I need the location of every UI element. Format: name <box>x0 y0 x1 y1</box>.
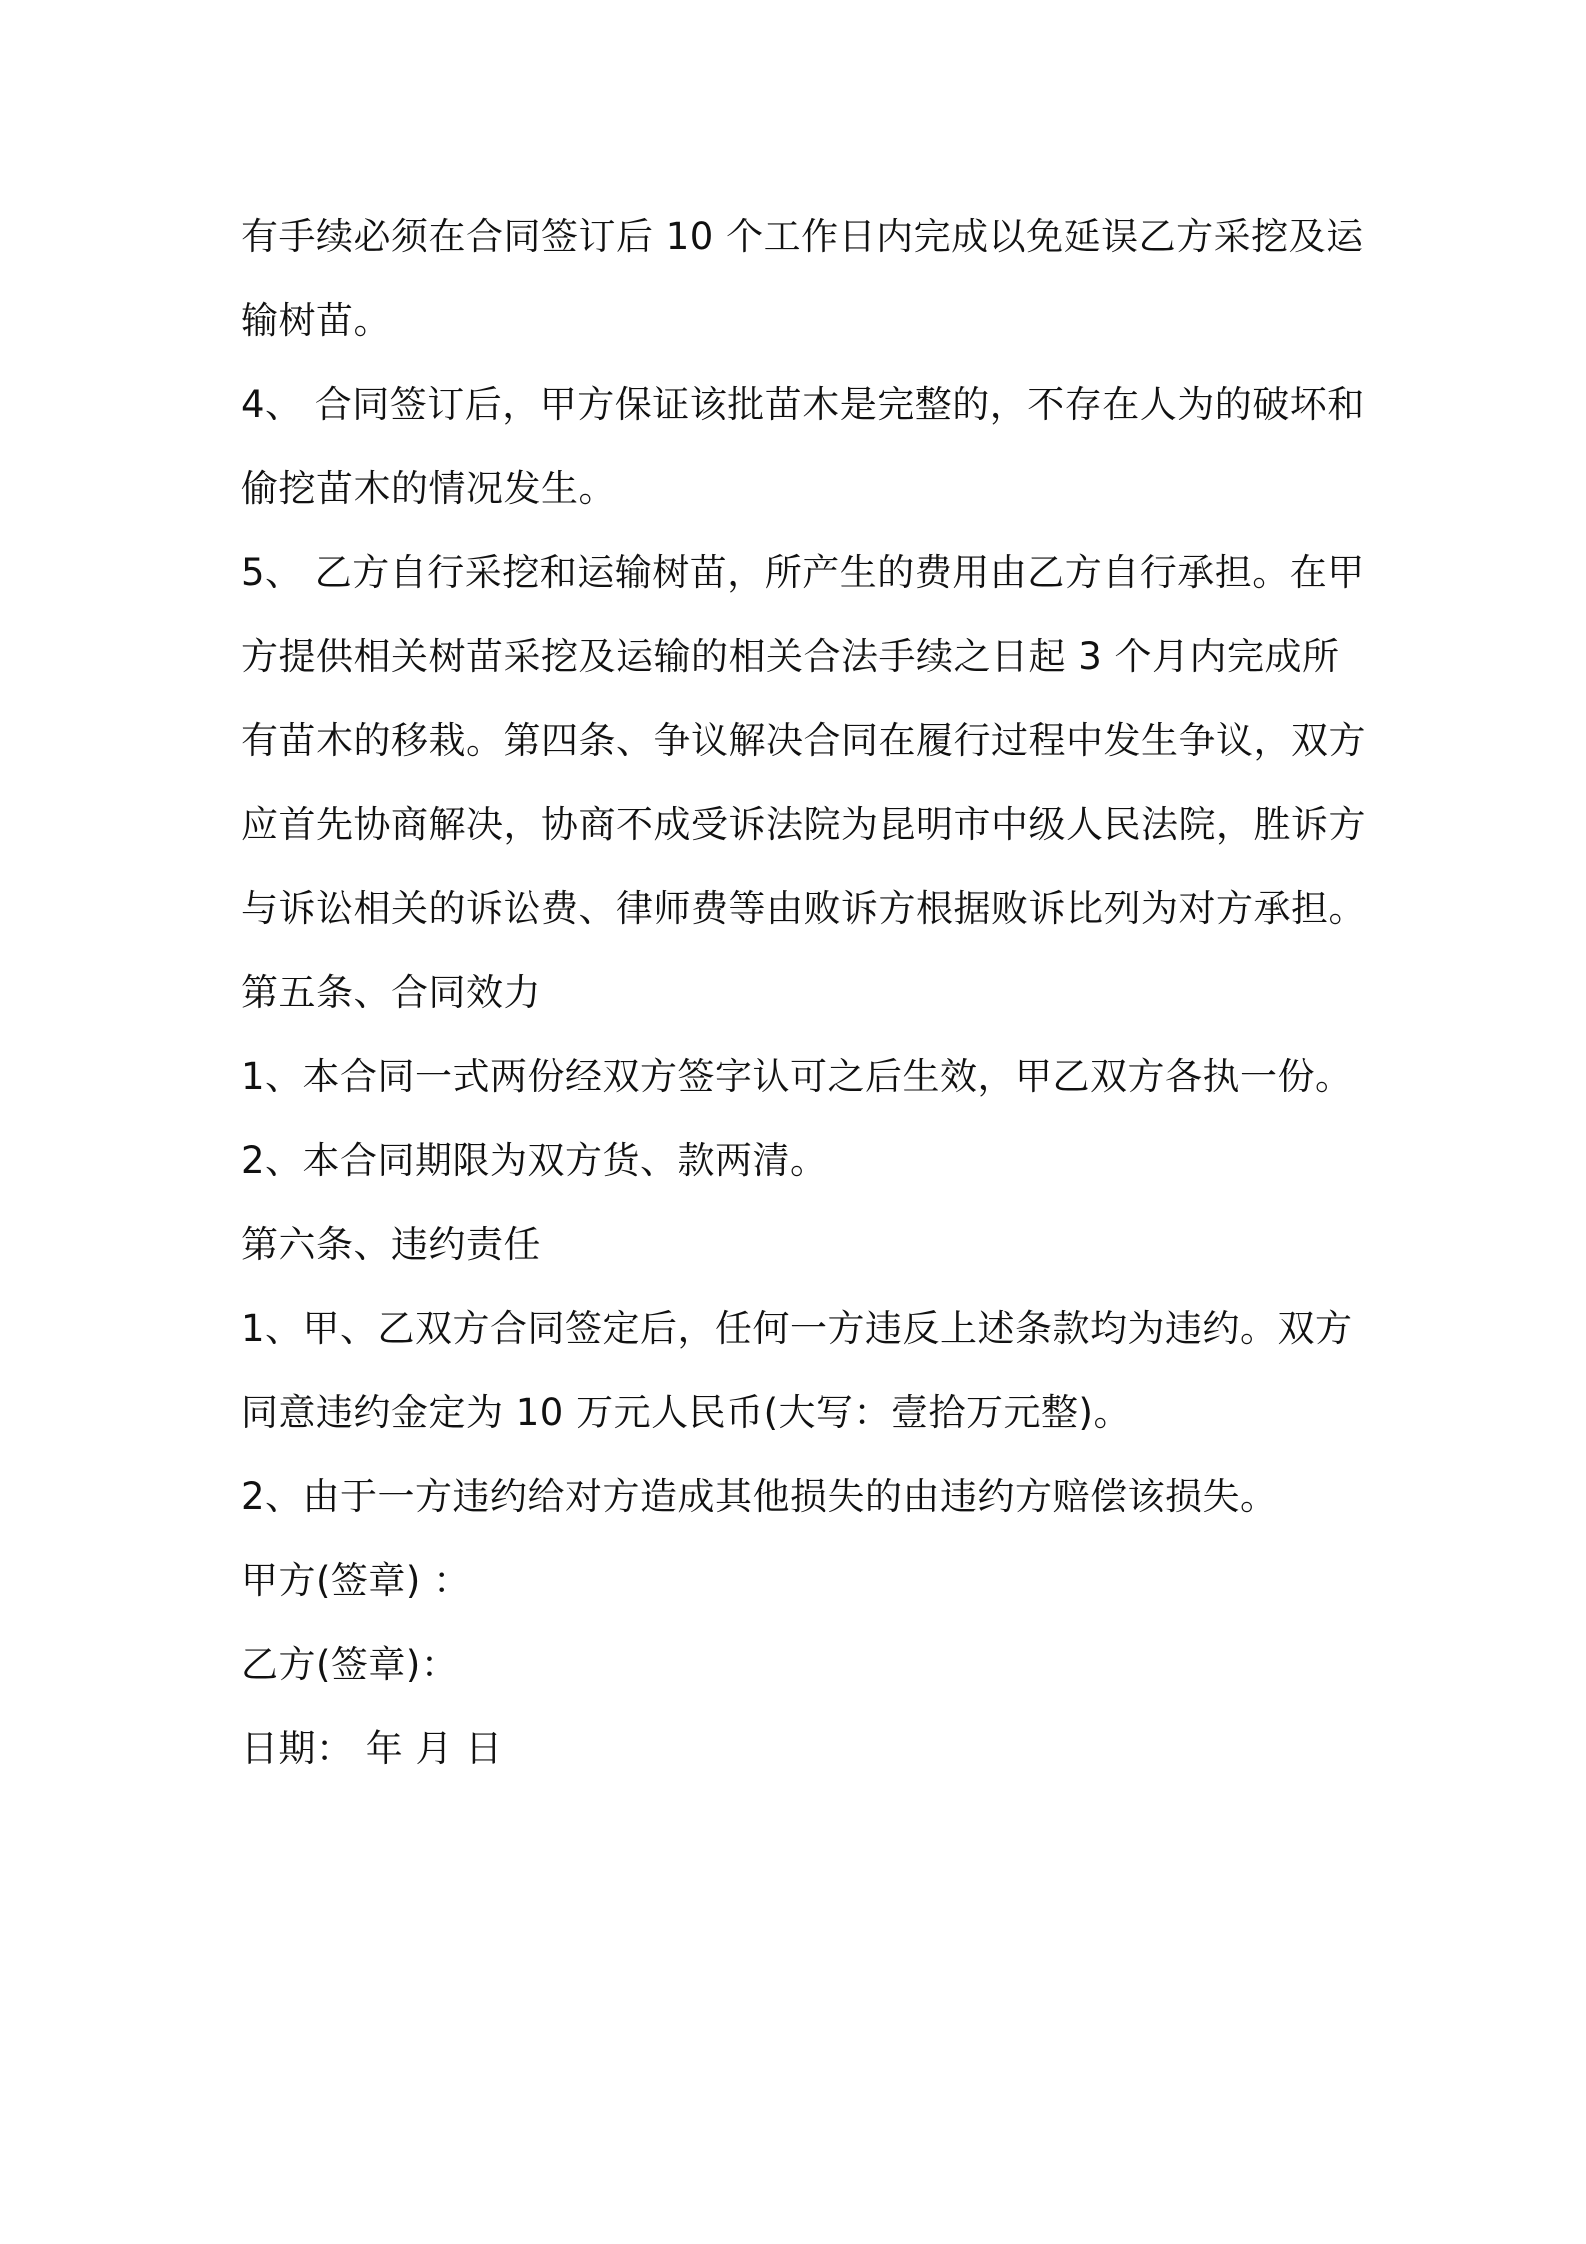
clause-4-line-1: 4、 合同签订后，甲方保证该批苗木是完整的，不存在人为的破坏和 <box>241 383 1365 426</box>
contract-body <box>241 195 1366 1791</box>
dispute-line-1: 应首先协商解决，协商不成受诉法院为昆明市中级人民法院，胜诉方 <box>241 803 1366 846</box>
article-6-heading: 第六条、违约责任 <box>241 1223 541 1266</box>
article-5-item-2: 2、本合同期限为双方货、款两清。 <box>241 1139 828 1182</box>
article-6-item-2: 2、由于一方违约给对方造成其他损失的由违约方赔偿该损失。 <box>241 1475 1278 1518</box>
contract-line-1: 有手续必须在合同签订后 10 个工作日内完成以免延误乙方采挖及运 <box>241 215 1364 258</box>
dispute-line-2: 与诉讼相关的诉讼费、律师费等由败诉方根据败诉比列为对方承担。 <box>241 887 1366 930</box>
contract-line-2: 输树苗。 <box>241 299 391 342</box>
party-a-signature: 甲方(签章) ： <box>241 1559 471 1602</box>
clause-4-line-2: 偷挖苗木的情况发生。 <box>241 467 616 510</box>
party-b-signature: 乙方(签章)： <box>241 1643 459 1686</box>
clause-5-line-2: 方提供相关树苗采挖及运输的相关合法手续之日起 3 个月内完成所 <box>241 635 1340 678</box>
date-line: 日期： 年 月 日 <box>241 1727 503 1770</box>
article-5-heading: 第五条、合同效力 <box>241 971 541 1014</box>
clause-5-line-1: 5、 乙方自行采挖和运输树苗，所产生的费用由乙方自行承担。在甲 <box>241 551 1365 594</box>
article-6-item-1-line-2: 同意违约金定为 10 万元人民币(大写：壹拾万元整)。 <box>241 1391 1131 1434</box>
clause-5-line-3: 有苗木的移栽。第四条、争议解决合同在履行过程中发生争议，双方 <box>241 719 1366 762</box>
article-5-item-1: 1、本合同一式两份经双方签字认可之后生效，甲乙双方各执一份。 <box>241 1055 1353 1098</box>
article-6-item-1-line-1: 1、甲、乙双方合同签定后，任何一方违反上述条款均为违约。双方 <box>241 1307 1353 1350</box>
